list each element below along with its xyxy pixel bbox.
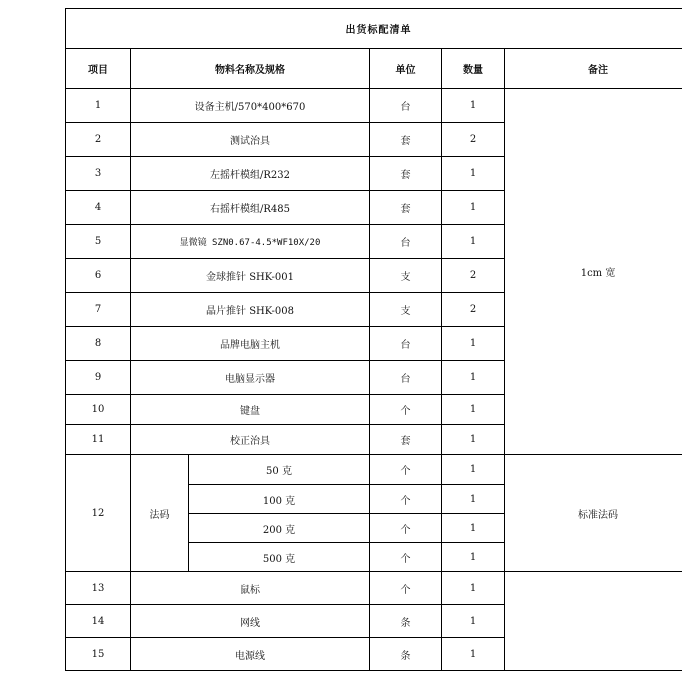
row-qty: 1 xyxy=(442,395,505,425)
row-qty: 1 xyxy=(442,605,505,638)
title-row xyxy=(66,9,682,49)
row-unit: 条 xyxy=(370,638,442,671)
row-no: 2 xyxy=(66,123,131,157)
row-no: 12 xyxy=(66,455,131,572)
weight-name: 500 克 xyxy=(189,543,370,572)
row-unit: 条 xyxy=(370,605,442,638)
row-name: 右摇杆模组/R485 xyxy=(131,191,370,225)
remark-cell: 1cm 宽 xyxy=(505,89,682,455)
weights-remark: 标准法码 xyxy=(505,455,682,572)
row-qty: 2 xyxy=(442,293,505,327)
row-qty: 2 xyxy=(442,259,505,293)
row-no: 10 xyxy=(66,395,131,425)
row-name: 品牌电脑主机 xyxy=(131,327,370,361)
row-unit: 个 xyxy=(370,395,442,425)
row-name: 网线 xyxy=(131,605,370,638)
sheet-title: 出货标配清单 xyxy=(66,9,682,49)
table-row xyxy=(66,89,682,123)
row-no: 8 xyxy=(66,327,131,361)
row-unit: 支 xyxy=(370,293,442,327)
table-row xyxy=(66,455,682,485)
row-qty: 2 xyxy=(442,123,505,157)
weight-name: 50 克 xyxy=(189,455,370,485)
header-name: 物料名称及规格 xyxy=(131,49,370,89)
row-no: 6 xyxy=(66,259,131,293)
header-unit: 单位 xyxy=(370,49,442,89)
row-unit: 套 xyxy=(370,425,442,455)
row-name: 显微镜 SZN0.67-4.5*WF10X/20 xyxy=(131,225,370,259)
weight-name: 200 克 xyxy=(189,514,370,543)
row-qty: 1 xyxy=(442,191,505,225)
weight-name: 100 克 xyxy=(189,485,370,514)
row-unit: 个 xyxy=(370,572,442,605)
row-name: 金球推针 SHK-001 xyxy=(131,259,370,293)
row-unit: 台 xyxy=(370,225,442,259)
row-qty: 1 xyxy=(442,638,505,671)
row-no: 5 xyxy=(66,225,131,259)
weights-label: 法码 xyxy=(131,455,189,572)
shipping-list-table xyxy=(65,8,682,671)
row-no: 1 xyxy=(66,89,131,123)
row-name: 电源线 xyxy=(131,638,370,671)
row-name: 设备主机/570*400*670 xyxy=(131,89,370,123)
row-unit: 套 xyxy=(370,123,442,157)
header-row xyxy=(66,49,682,89)
header-qty: 数量 xyxy=(442,49,505,89)
row-qty: 1 xyxy=(442,514,505,543)
row-no: 4 xyxy=(66,191,131,225)
row-qty: 1 xyxy=(442,543,505,572)
remark-empty xyxy=(505,572,682,671)
row-no: 9 xyxy=(66,361,131,395)
row-qty: 1 xyxy=(442,425,505,455)
row-no: 3 xyxy=(66,157,131,191)
row-unit: 台 xyxy=(370,89,442,123)
row-no: 15 xyxy=(66,638,131,671)
row-name: 晶片推针 SHK-008 xyxy=(131,293,370,327)
row-name: 键盘 xyxy=(131,395,370,425)
header-item: 项目 xyxy=(66,49,131,89)
row-name: 鼠标 xyxy=(131,572,370,605)
header-remark: 备注 xyxy=(505,49,682,89)
row-unit: 台 xyxy=(370,327,442,361)
row-unit: 套 xyxy=(370,157,442,191)
row-name: 电脑显示器 xyxy=(131,361,370,395)
row-qty: 1 xyxy=(442,225,505,259)
row-name: 校正治具 xyxy=(131,425,370,455)
row-unit: 个 xyxy=(370,485,442,514)
row-qty: 1 xyxy=(442,89,505,123)
row-qty: 1 xyxy=(442,485,505,514)
row-qty: 1 xyxy=(442,572,505,605)
row-unit: 台 xyxy=(370,361,442,395)
row-qty: 1 xyxy=(442,327,505,361)
row-qty: 1 xyxy=(442,361,505,395)
row-no: 14 xyxy=(66,605,131,638)
table-row xyxy=(66,572,682,605)
row-unit: 个 xyxy=(370,543,442,572)
row-unit: 套 xyxy=(370,191,442,225)
row-unit: 个 xyxy=(370,455,442,485)
row-no: 11 xyxy=(66,425,131,455)
row-name: 测试治具 xyxy=(131,123,370,157)
row-name: 左摇杆模组/R232 xyxy=(131,157,370,191)
row-no: 13 xyxy=(66,572,131,605)
row-unit: 个 xyxy=(370,514,442,543)
row-unit: 支 xyxy=(370,259,442,293)
row-qty: 1 xyxy=(442,157,505,191)
row-no: 7 xyxy=(66,293,131,327)
row-qty: 1 xyxy=(442,455,505,485)
